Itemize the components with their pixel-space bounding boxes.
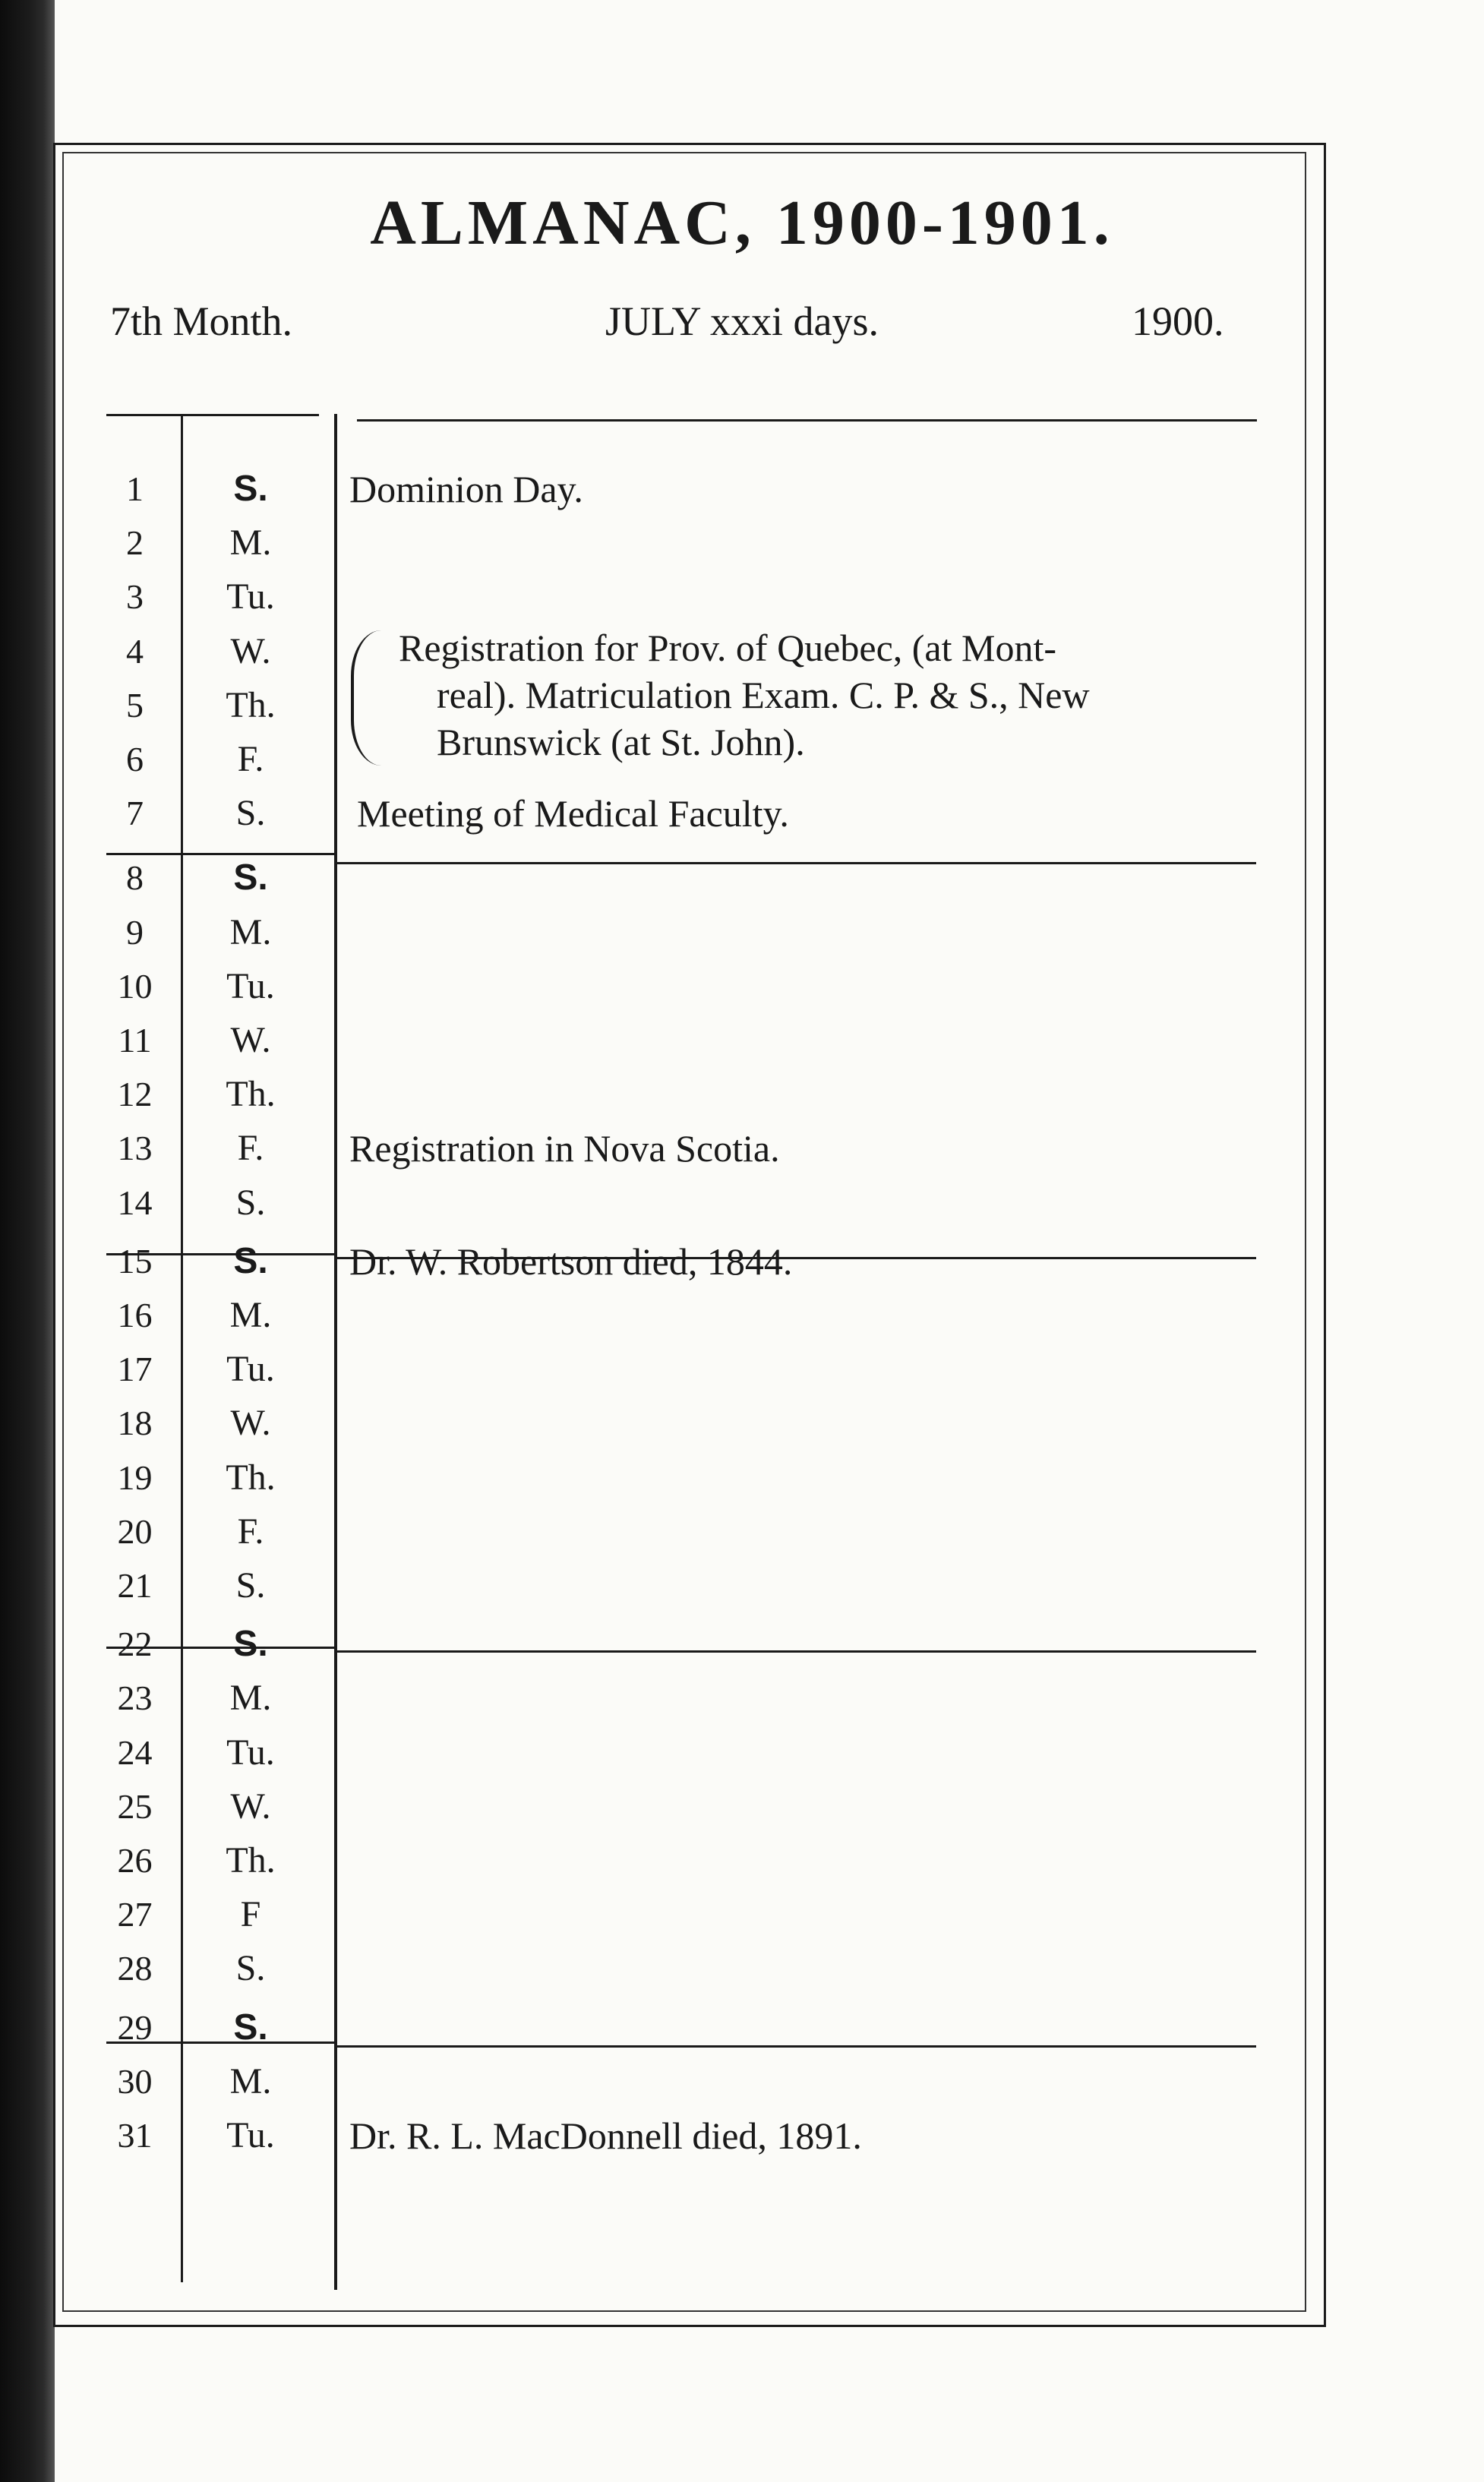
day-event: Dominion Day.: [349, 468, 583, 510]
day-event: Dr. W. Robertson died, 1844.: [349, 1239, 793, 1283]
header-rule-left: [106, 414, 319, 416]
day-row: [99, 1887, 1261, 1942]
day-name: Tu.: [226, 2115, 275, 2155]
day-row: [99, 2108, 1261, 2163]
day-name: S.: [235, 1182, 266, 1223]
day-number: 7: [126, 794, 144, 833]
day-number: 9: [126, 912, 144, 952]
day-number: 23: [117, 1678, 153, 1718]
day-number: 25: [117, 1786, 153, 1826]
day-row: [99, 2054, 1261, 2109]
day-row: [99, 851, 1261, 905]
day-row: [99, 1288, 1261, 1343]
day-name: W.: [230, 630, 271, 671]
day-row: [99, 2000, 1261, 2055]
day-number: 11: [118, 1021, 152, 1059]
day-row: [99, 1013, 1261, 1068]
page-title: ALMANAC, 1900-1901.: [370, 188, 1114, 258]
day-number: 19: [117, 1457, 153, 1497]
day-row: [99, 1067, 1261, 1122]
day-row: [99, 1558, 1261, 1613]
day-event: Dr. R. L. MacDonnell died, 1891.: [349, 2114, 862, 2157]
day-row: [99, 1941, 1261, 1996]
day-name: M.: [229, 523, 272, 564]
day-name: S.: [233, 2007, 268, 2048]
day-row: [99, 570, 1261, 624]
day-number: 21: [117, 1566, 153, 1605]
header-rule-right: [357, 419, 1257, 422]
day-name: S.: [233, 857, 268, 898]
day-row: [99, 678, 1261, 733]
day-number: 31: [117, 2116, 153, 2155]
day-row: [99, 786, 1261, 841]
day-number: 2: [126, 523, 144, 563]
day-name: Th.: [226, 1074, 276, 1115]
day-name: Tu.: [226, 1732, 275, 1773]
day-event: Meeting of Medical Faculty.: [357, 792, 789, 835]
day-number: 1: [126, 469, 144, 508]
day-name: W.: [230, 1786, 271, 1827]
day-number: 30: [117, 2061, 153, 2101]
day-number: 16: [117, 1296, 153, 1334]
day-number: 14: [117, 1183, 153, 1222]
day-row: [99, 1121, 1261, 1176]
day-row: [99, 1234, 1261, 1289]
day-name: S.: [233, 469, 268, 509]
event-line: real). Matriculation Exam. C. P. & S., New: [437, 674, 1090, 716]
day-row: [99, 1833, 1261, 1888]
day-number: 6: [126, 740, 144, 778]
day-row: [99, 462, 1261, 516]
day-name: S.: [233, 1240, 268, 1281]
day-name: F.: [237, 1511, 264, 1552]
day-number: 12: [117, 1075, 153, 1114]
day-name: Th.: [226, 1840, 276, 1880]
day-row: [99, 959, 1261, 1014]
day-name: S.: [235, 793, 266, 834]
book-spine: [0, 0, 55, 2482]
day-name: M.: [229, 911, 272, 952]
day-row: [99, 1617, 1261, 1672]
month-number: 7th Month.: [110, 298, 293, 344]
day-name: W.: [230, 1020, 271, 1060]
day-name: Th.: [226, 684, 276, 725]
event-line: Brunswick (at St. John).: [437, 721, 805, 763]
day-name: Tu.: [226, 1349, 275, 1390]
day-number: 5: [126, 685, 144, 725]
day-event: Registration in Nova Scotia.: [349, 1127, 780, 1170]
day-name: M.: [229, 1678, 272, 1719]
day-name: S.: [233, 1624, 268, 1665]
day-number: 15: [117, 1241, 153, 1280]
day-number: 26: [117, 1841, 153, 1880]
day-number: 24: [117, 1732, 153, 1772]
day-number: 20: [117, 1511, 153, 1551]
day-row: [99, 1779, 1261, 1834]
day-row: [99, 905, 1261, 960]
day-name: F.: [237, 1128, 264, 1169]
day-number: 3: [126, 577, 144, 617]
day-name: Th.: [226, 1457, 276, 1498]
day-name: Tu.: [226, 576, 275, 617]
day-name: F.: [237, 739, 264, 779]
day-row: [99, 1176, 1261, 1230]
day-number: 27: [117, 1895, 153, 1934]
day-row: [99, 1726, 1261, 1780]
day-name: F: [240, 1894, 261, 1935]
day-row: [99, 1396, 1261, 1451]
month-name: JULY xxxi days.: [605, 298, 879, 344]
day-name: M.: [229, 1295, 272, 1335]
day-row: [99, 1451, 1261, 1505]
day-number: 28: [117, 1949, 153, 1988]
day-number: 4: [126, 631, 144, 671]
day-name: S.: [235, 1565, 266, 1606]
day-number: 29: [117, 2007, 153, 2047]
day-name: S.: [235, 1948, 266, 1989]
day-row: [99, 1505, 1261, 1559]
day-row: [99, 732, 1261, 787]
day-row: [99, 516, 1261, 570]
day-number: 13: [117, 1129, 153, 1168]
day-number: 17: [117, 1350, 153, 1389]
day-name: W.: [230, 1403, 271, 1444]
year: 1900.: [1132, 298, 1224, 344]
day-name: M.: [229, 2060, 272, 2101]
day-row: [99, 624, 1261, 679]
day-number: 8: [126, 858, 144, 898]
day-row: [99, 1342, 1261, 1397]
day-number: 10: [117, 966, 153, 1006]
day-name: Tu.: [226, 965, 275, 1006]
day-number: 22: [117, 1625, 153, 1664]
event-line: Registration for Prov. of Quebec, (at Mont-: [399, 627, 1056, 669]
day-number: 18: [117, 1404, 153, 1443]
day-row: [99, 1671, 1261, 1726]
